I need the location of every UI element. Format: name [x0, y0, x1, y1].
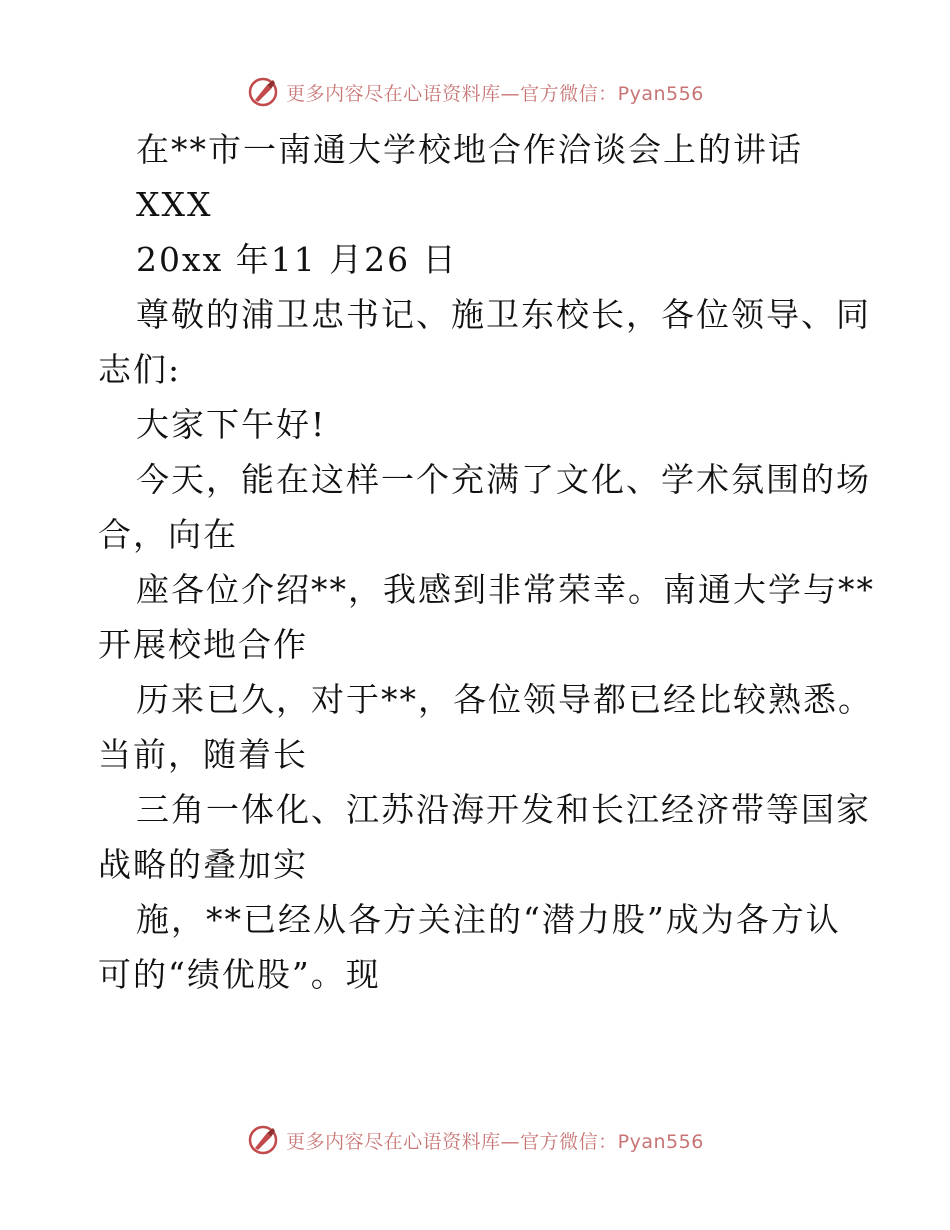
speech-title: 在**市一南通大学校地合作洽谈会上的讲话 [136, 130, 803, 169]
pen-nib-logo-icon [246, 75, 280, 109]
speaker-name: XXX [136, 185, 213, 224]
body-text-line: 可的“绩优股”。现 [98, 955, 381, 994]
body-text-line: 当前，随着长 [98, 735, 308, 774]
greeting-line: 大家下午好! [136, 405, 327, 444]
footer-watermark [0, 1120, 950, 1160]
body-text-line: 座各位介绍**，我感到非常荣幸。南通大学与** [136, 570, 875, 609]
body-text-line: 开展校地合作 [98, 625, 308, 664]
document-body [98, 122, 875, 1002]
body-text-line: 今天，能在这样一个充满了文化、学术氛围的场 [136, 460, 871, 499]
body-text-line: 合，向在 [98, 515, 238, 554]
body-text-line: 战略的叠加实 [98, 845, 308, 884]
speech-date: 20xx 年11 月26 日 [136, 240, 458, 279]
header-watermark [0, 72, 950, 112]
body-text-line: 历来已久，对于**，各位领导都已经比较熟悉。 [136, 680, 873, 719]
body-text-line: 施，**已经从各方关注的“潜力股”成为各方认 [136, 900, 841, 939]
pen-nib-logo-icon [246, 1123, 280, 1157]
salutation-line: 志们: [98, 350, 182, 389]
watermark-text: 更多内容尽在心语资料库—官方微信：Pyan556 [286, 82, 704, 105]
watermark-text: 更多内容尽在心语资料库—官方微信：Pyan556 [286, 1130, 704, 1153]
body-text-line: 三角一体化、江苏沿海开发和长江经济带等国家 [136, 790, 871, 829]
salutation-line: 尊敬的浦卫忠书记、施卫东校长，各位领导、同 [136, 295, 871, 334]
